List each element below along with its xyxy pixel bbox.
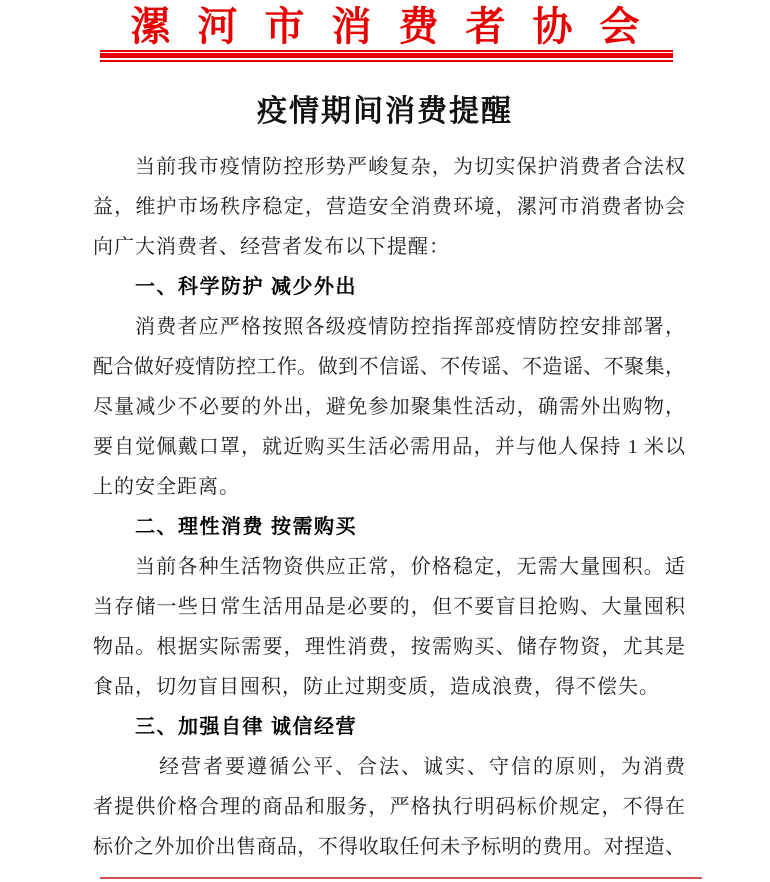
paragraph (93, 547, 685, 707)
heading-line: 二、理性消费 按需购买 (135, 515, 358, 538)
paragraph-line: 食品，切勿盲目囤积，防止过期变质，造成浪费，得不偿失。 (93, 675, 660, 698)
document-title: 疫情期间消费提醒 (257, 94, 513, 128)
paragraph-line: 消费者应严格按照各级疫情防控指挥部疫情防控安排部署， (135, 315, 685, 338)
footer-rule (100, 877, 702, 879)
paragraph (93, 747, 685, 867)
document-body (93, 147, 685, 867)
section-heading (93, 507, 685, 547)
paragraph-line: 当前各种生活物资供应正常，价格稳定，无需大量囤积。适 (135, 555, 685, 578)
paragraph-line: 向广大消费者、经营者发布以下提醒： (93, 235, 450, 258)
rule-thin-bottom (100, 60, 673, 62)
paragraph-line: 标价之外加价出售商品，不得收取任何未予标明的费用。对捏造、 (93, 835, 685, 858)
heading-line: 一、科学防护 减少外出 (135, 275, 358, 298)
section-heading (93, 267, 685, 307)
letterhead-org-name: 漯河市消费者协会 (130, 4, 667, 49)
paragraph-line: 配合做好疫情防控工作。做到不信谣、不传谣、不造谣、不聚集， (93, 355, 685, 378)
paragraph-line: 益，维护市场秩序稳定，营造安全消费环境，漯河市消费者协会 (93, 195, 685, 218)
paragraph-line: 经营者要遵循公平、合法、诚实、守信的原则，为消费 (159, 755, 685, 778)
paragraph-line: 物品。根据实际需要，理性消费，按需购买、储存物资，尤其是 (93, 635, 685, 658)
paragraph (93, 147, 685, 267)
paragraph-line: 上的安全距离。 (93, 475, 240, 498)
letterhead-double-rule (100, 50, 673, 62)
section-heading (93, 707, 685, 747)
paragraph-line: 尽量减少不必要的外出，避免参加聚集性活动，确需外出购物， (93, 395, 685, 418)
paragraph (93, 307, 685, 507)
paragraph-line: 者提供价格合理的商品和服务，严格执行明码标价规定，不得在 (93, 795, 685, 818)
paragraph-line: 要自觉佩戴口罩，就近购买生活必需用品，并与他人保持 1 米以 (93, 435, 685, 458)
paragraph-line: 当存储一些日常生活用品是必要的，但不要盲目抢购、大量囤积 (93, 595, 685, 618)
paragraph-line: 当前我市疫情防控形势严峻复杂，为切实保护消费者合法权 (135, 155, 685, 178)
heading-line: 三、加强自律 诚信经营 (135, 715, 358, 738)
